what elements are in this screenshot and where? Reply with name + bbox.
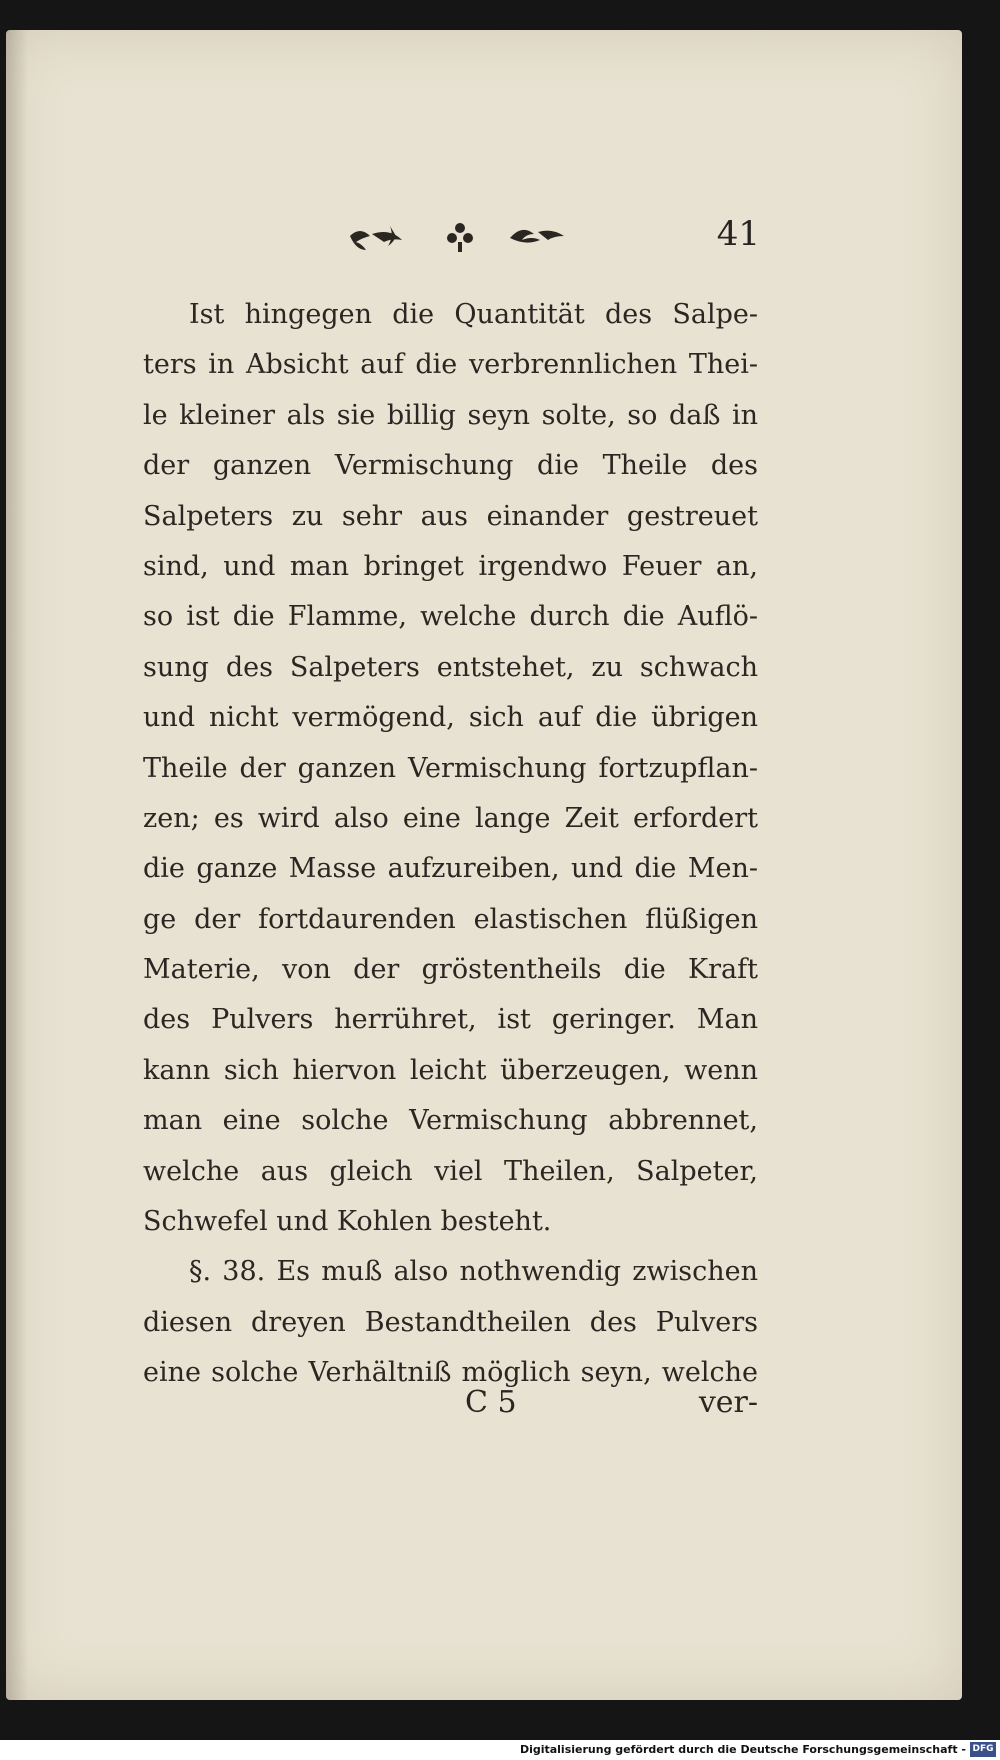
text-line: der ganzen Vermischung die Theile des (143, 450, 758, 482)
text-line: Schwefel und Kohlen besteht. (143, 1206, 552, 1238)
text-line: welche aus gleich viel Theilen, Salpeter, (143, 1155, 758, 1187)
body-text (143, 290, 758, 1399)
section-line: §. 38. Es muß also nothwendig zwischen (189, 1256, 758, 1288)
text-line: sind, und man bringet irgendwo Feuer an, (143, 550, 758, 582)
text-line: Salpeters zu sehr aus einander gestreuet (143, 500, 758, 532)
text-line: Ist hingegen die Quantität des Salpe- (189, 299, 758, 330)
text-line: Materie, von der gröstentheils die Kraft (143, 954, 758, 986)
signature-mark: C 5 (465, 1385, 517, 1420)
text-line: le kleiner als sie billig seyn solte, so daß in (143, 399, 758, 431)
text-line: so ist die Flamme, welche durch die Auflö- (143, 601, 758, 633)
page-header (140, 210, 760, 270)
text-line: sung des Salpeters entstehet, zu schwach (143, 651, 758, 683)
catchword: ver- (698, 1385, 758, 1420)
text-line: Theile der ganzen Vermischung fortzupflan- (143, 752, 758, 784)
text-line: zen; es wird also eine lange Zeit erfordert (143, 802, 758, 834)
page-footer (143, 1385, 758, 1435)
credit-text: Digitalisierung gefördert durch die Deutsche Forschungsgemeinschaft - (519, 1743, 966, 1756)
fleuron-ornament-icon (340, 216, 580, 256)
dfg-logo-icon: DFG (970, 1742, 996, 1757)
text-line: kann sich hiervon leicht überzeugen, wenn (143, 1054, 758, 1086)
text-line: diesen dreyen Bestandtheilen des Pulvers (143, 1306, 758, 1338)
text-line: und nicht vermögend, sich auf die übrigen (143, 702, 758, 734)
text-line: des Pulvers herrühret, ist geringer. Man (143, 1004, 758, 1036)
page-edge-shadow (6, 30, 28, 1700)
page-number: 41 (716, 214, 760, 254)
digitization-credit-bar (0, 1740, 1000, 1760)
text-line: man eine solche Vermischung abbrennet, (143, 1105, 758, 1137)
text-line: ters in Absicht auf die verbrennlichen Thei- (143, 349, 758, 381)
text-line: ge der fortdaurenden elastischen flüßigen (143, 903, 758, 935)
text-line: die ganze Masse aufzureiben, und die Men- (143, 853, 758, 885)
text-line: eine solche Verhältniß möglich seyn, welche (143, 1357, 758, 1389)
